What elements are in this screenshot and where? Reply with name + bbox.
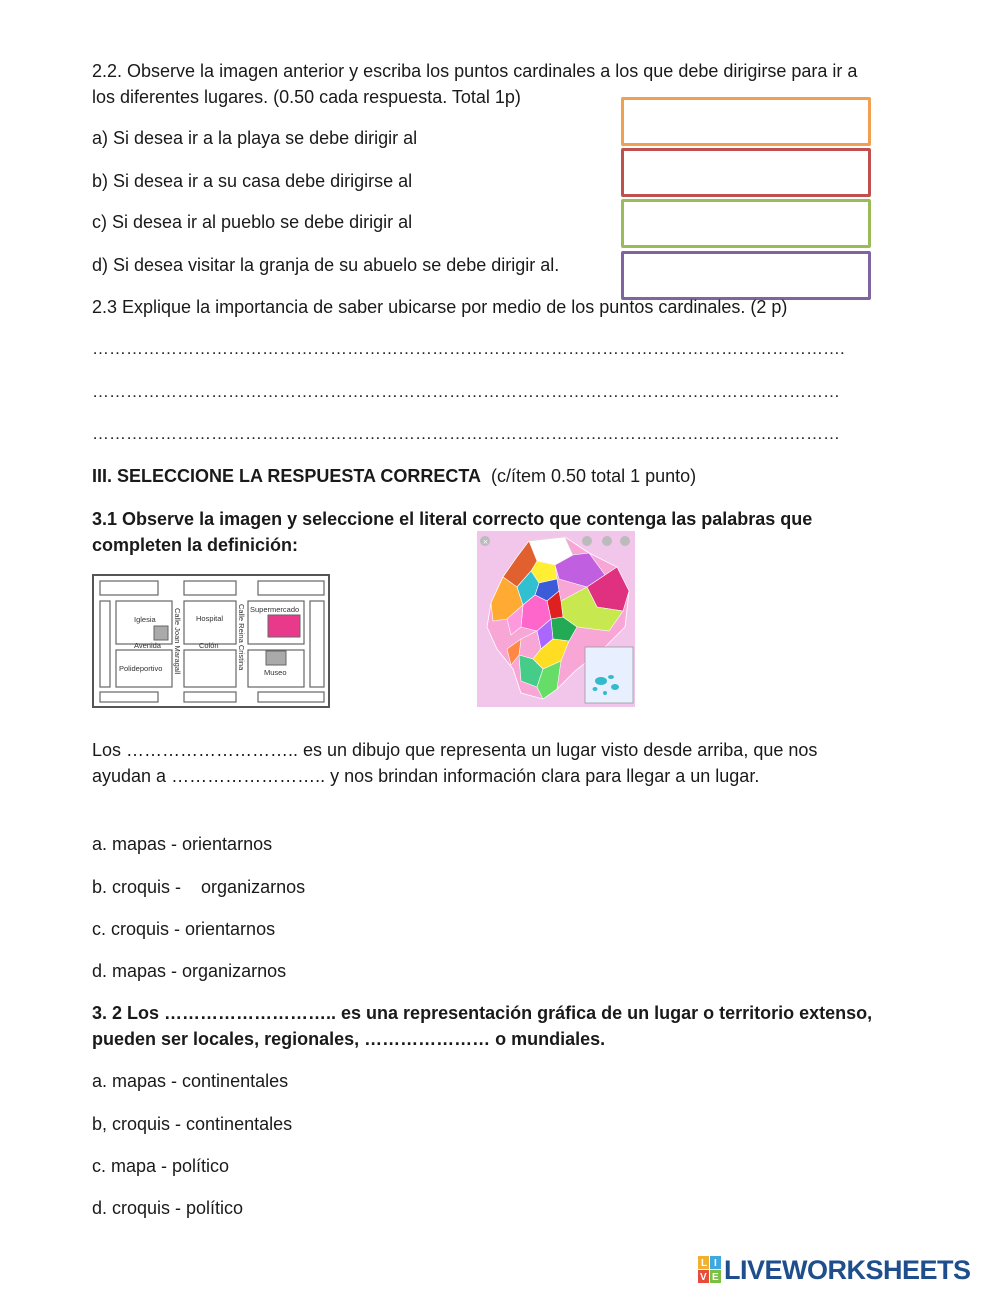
item-b-text: b) Si desea ir a su casa debe dirigirse al (92, 171, 413, 191)
definition-line-1: Los ……………………….. es un dibujo que representa un lugar visto desde arriba, que nos (92, 740, 818, 760)
q32-line-1: 3. 2 Los ……………………….. es una representación gráfica de un lugar o territorio extenso, (92, 1003, 873, 1023)
ecuador-map-image (477, 531, 635, 707)
liveworksheets-badge-icon (698, 1256, 722, 1284)
answer-box-b[interactable] (621, 148, 871, 197)
option-3-1-c[interactable]: c. croquis - orientarnos (92, 919, 276, 939)
label-calle-joan-maragall: Calle Joan Maragall (173, 608, 182, 675)
badge-letter-v: V (700, 1272, 707, 1283)
croquis-image (92, 574, 330, 708)
option-3-1-d[interactable]: d. mapas - organizarnos (92, 961, 287, 981)
answer-box-c[interactable] (621, 199, 871, 248)
option-3-2-a[interactable]: a. mapas - continentales (92, 1071, 289, 1091)
label-supermercado: Supermercado (250, 605, 300, 614)
badge-letter-e: E (712, 1272, 719, 1283)
item-a-text: a) Si desea ir a la playa se debe dirigir al (92, 128, 418, 148)
label-colon: Colón (199, 641, 219, 650)
galapagos-inset (585, 647, 633, 703)
option-3-1-b[interactable]: b. croquis - organizarnos (92, 877, 306, 897)
item-c-text: c) Si desea ir al pueblo se debe dirigir al (92, 212, 413, 232)
q31-line-1: 3.1 Observe la imagen y seleccione el literal correcto que contenga las palabras que (92, 509, 813, 529)
q31-line-2: completen la definición: (92, 535, 299, 555)
bookmark-icon (620, 536, 630, 546)
section3-heading-normal: (c/ítem 0.50 total 1 punto) (481, 466, 697, 486)
answer-line-2[interactable]: …………………………………………………………………………………………………………………… (92, 382, 840, 401)
answer-line-1[interactable]: ……………………………………………………………………………………………………………………. (92, 339, 845, 358)
label-iglesia: Iglesia (134, 615, 156, 624)
badge-letter-i: I (714, 1258, 717, 1269)
search-icon (582, 536, 592, 546)
answer-box-a[interactable] (621, 97, 871, 146)
q23-text: 2.3 Explique la importancia de saber ubicarse por medio de los puntos cardinales. (2 p) (92, 297, 788, 317)
answer-line-3[interactable]: …………………………………………………………………………………………………………………… (92, 424, 840, 443)
q32-line-2: pueden ser locales, regionales, ………………… o mundiales. (92, 1029, 606, 1049)
label-calle-reina-cristina: Calle Reina Cristina (237, 604, 246, 671)
liveworksheets-wordmark: LIVEWORKSHEETS (724, 1255, 971, 1285)
label-polideportivo: Polideportivo (119, 664, 163, 673)
label-hospital: Hospital (196, 614, 224, 623)
badge-letter-l: L (701, 1258, 708, 1269)
supermercado-marker (268, 615, 300, 637)
item-d-text: d) Si desea visitar la granja de su abuelo se debe dirigir al. (92, 255, 560, 275)
liveworksheets-logo[interactable] (698, 1255, 998, 1285)
answer-box-d[interactable] (621, 251, 871, 300)
option-3-2-d[interactable]: d. croquis - político (92, 1198, 244, 1218)
q22-line-1: 2.2. Observe la imagen anterior y escriba los puntos cardinales a los que debe dirigirse para ir a (92, 61, 858, 81)
share-icon (602, 536, 612, 546)
label-avenida: Avenida (134, 641, 161, 650)
definition-line-2: ayudan a …………………….. y nos brindan información clara para llegar a un lugar. (92, 766, 760, 786)
q22-line-2: los diferentes lugares. (0.50 cada respuesta. Total 1p) (92, 87, 521, 107)
svg-text:×: × (482, 538, 489, 546)
section3-heading-bold: III. SELECCIONE LA RESPUESTA CORRECTA (92, 466, 482, 486)
option-3-2-b[interactable]: b, croquis - continentales (92, 1114, 293, 1134)
option-3-1-a[interactable]: a. mapas - orientarnos (92, 834, 273, 854)
option-3-2-c[interactable]: c. mapa - político (92, 1156, 230, 1176)
section3-heading (92, 463, 696, 489)
label-museo: Museo (264, 668, 287, 677)
